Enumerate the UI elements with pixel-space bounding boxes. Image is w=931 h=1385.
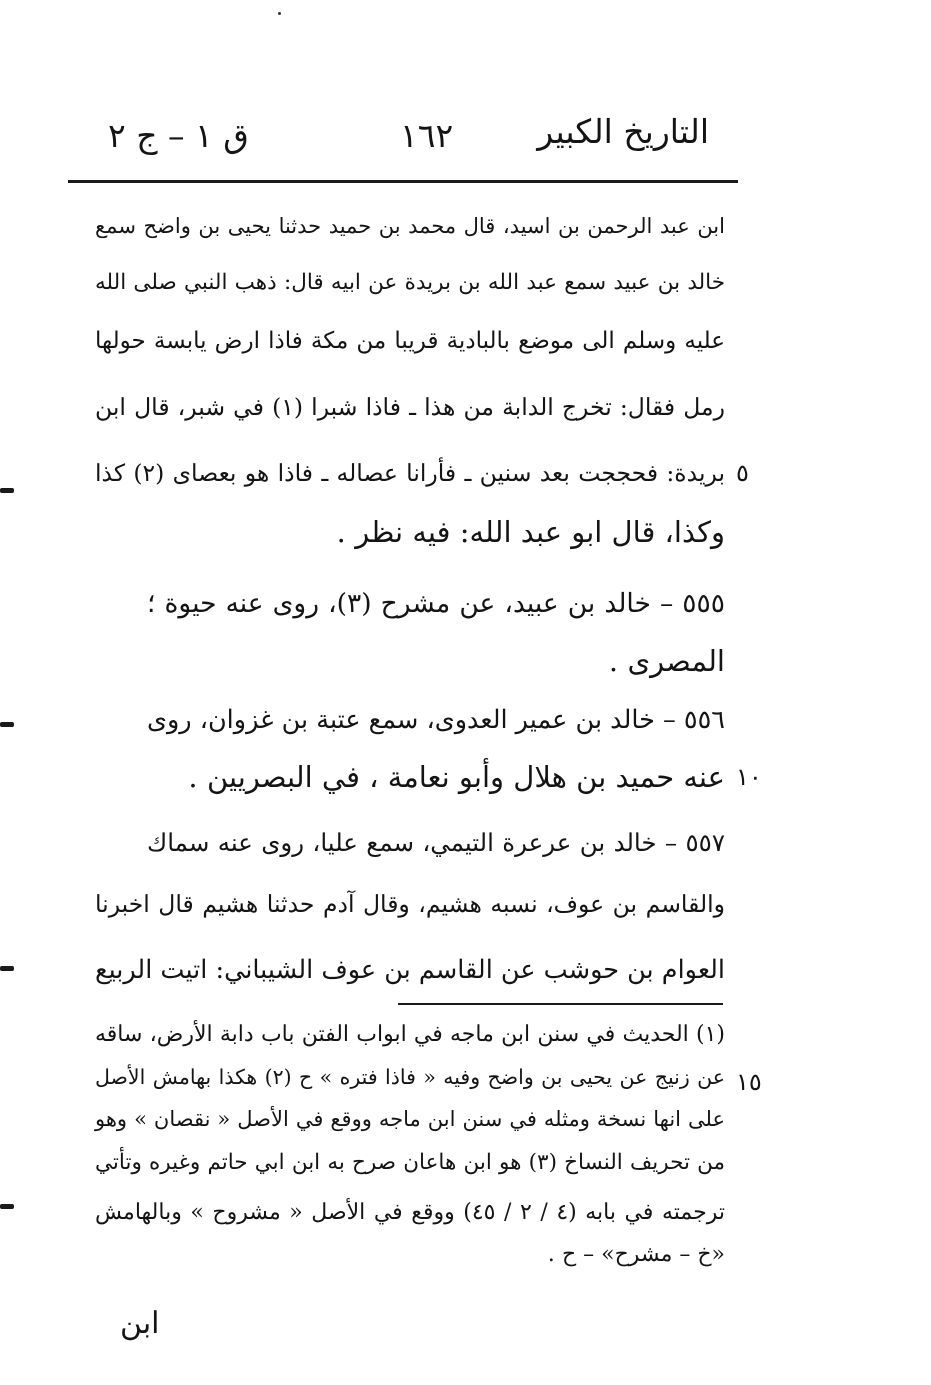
binding-mark bbox=[0, 966, 14, 971]
text-line: المصرى ․ bbox=[608, 644, 725, 678]
book-title: التاريخ الكبير bbox=[537, 112, 709, 151]
text-line: والقاسم بن عوف، نسبه هشيم، وقال آدم حدثنا هشيم قال اخبرنا bbox=[95, 890, 725, 918]
footnote-line: عن زنيج عن يحيى بن واضح وفيه « فاذا فتره » ح (٢) هكذا بهامش الأصل bbox=[95, 1065, 725, 1089]
line-number: ٥ bbox=[736, 459, 749, 487]
footnote-line: «خ – مشرح» – ح ․ bbox=[547, 1242, 725, 1267]
footnote-line: من تحريف النساخ (٣) هو ابن هاعان صرح به ابن ابي حاتم وغيره وتأتي bbox=[95, 1150, 726, 1175]
paper-speck bbox=[278, 12, 281, 15]
binding-mark bbox=[0, 488, 14, 493]
binding-mark bbox=[0, 1204, 14, 1209]
text-line: رمل فقال: تخرج الدابة من هذا ـ فاذا شبرا (١) في شبر، قال ابن bbox=[95, 393, 725, 421]
text-line: عنه حميد بن هلال وأبو نعامة ، في البصريين ․ bbox=[188, 760, 725, 794]
text-line: العوام بن حوشب عن القاسم بن عوف الشيباني: اتيت الربيع bbox=[95, 955, 725, 985]
footnote-line: ترجمته في بابه (٤ / ٢ / ٤٥) ووقع في الأصل « مشروح » وبالهامش bbox=[95, 1200, 725, 1225]
running-header bbox=[0, 112, 931, 172]
text-line: ابن عبد الرحمن بن اسيد، قال محمد بن حميد حدثنا يحيى بن واضح سمع bbox=[95, 214, 725, 238]
text-line: عليه وسلم الى موضع بالبادية قريبا من مكة فاذا ارض يابسة حولها bbox=[95, 328, 725, 354]
text-line: وكذا، قال ابو عبد الله: فيه نظر ․ bbox=[336, 515, 725, 549]
volume-reference: ق ١ – ج ٢ bbox=[108, 116, 249, 155]
line-number: ١٥ bbox=[736, 1068, 762, 1096]
entry-557: ٥٥٧ – خالد بن عرعرة التيمي، سمع عليا، روى عنه سماك bbox=[147, 828, 725, 857]
catchword: ابن bbox=[120, 1306, 160, 1341]
footnote-line: (١) الحديث في سنن ابن ماجه في ابواب الفتن باب دابة الأرض، ساقه bbox=[95, 1022, 725, 1047]
footnote-line: على انها نسخة ومثله في سنن ابن ماجه ووقع في الأصل « نقصان » وهو bbox=[95, 1107, 725, 1131]
line-number: ١٠ bbox=[736, 763, 762, 791]
text-line: بريدة: فحججت بعد سنين ـ فأرانا عصاله ـ فاذا هو بعصاى (٢) كذا bbox=[95, 459, 725, 487]
entry-556: ٥٥٦ – خالد بن عمير العدوى، سمع عتبة بن غزوان، روى bbox=[147, 705, 725, 735]
entry-555: ٥٥٥ – خالد بن عبيد، عن مشرح (٣)، روى عنه حيوة ؛ bbox=[147, 588, 725, 619]
binding-mark bbox=[0, 722, 14, 727]
page-number: ١٦٢ bbox=[400, 116, 454, 155]
footnote-rule bbox=[398, 1003, 723, 1005]
text-line: خالد بن عبيد سمع عبد الله بن بريدة عن ابيه قال: ذهب النبي صلى الله bbox=[95, 270, 725, 295]
header-rule bbox=[68, 180, 738, 183]
